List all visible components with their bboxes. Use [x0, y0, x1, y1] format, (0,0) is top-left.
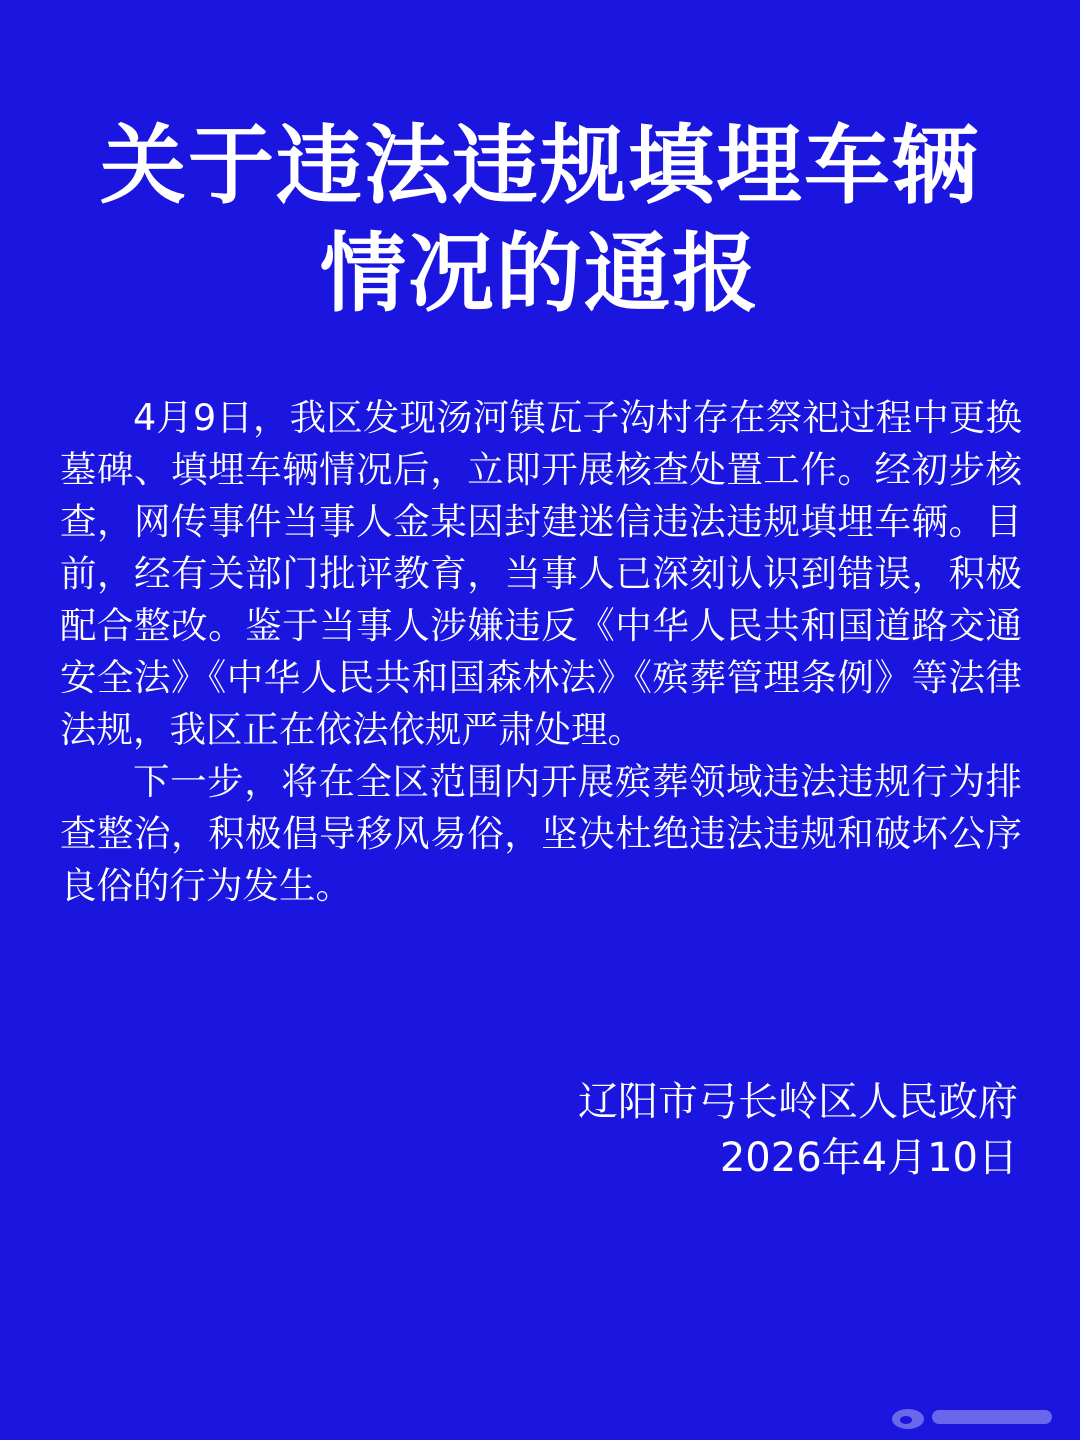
- weibo-watermark-icon: [886, 1402, 1066, 1432]
- notice-title: [0, 112, 1080, 328]
- notice-body: [60, 392, 1022, 912]
- title-line-2: 情况的通报: [320, 224, 760, 324]
- issuer-name: 辽阳市弓长岭区人民政府: [578, 1079, 1018, 1125]
- title-line-1: 关于违法违规填埋车辆: [100, 116, 980, 216]
- signature-block: [578, 1074, 1018, 1186]
- issue-date: 2026年4月10日: [719, 1135, 1018, 1181]
- body-paragraph-1: 4月9日，我区发现汤河镇瓦子沟村存在祭祀过程中更换墓碑、填埋车辆情况后，立即开展核查处置工作。经初步核查，网传事件当事人金某因封建迷信违法违规填埋车辆。目前，经有关部门批评教育，当事人已深刻认识到错误，积极配合整改。鉴于当事人涉嫌违反《中华人民共和国道路交通安全法》《中华人民共和国森林法》《殡葬管理条例》等法律法规，我区正在依法依规严肃处理。: [60, 396, 1022, 751]
- body-paragraph-2: 下一步，将在全区范围内开展殡葬领域违法违规行为排查整治，积极倡导移风易俗，坚决杜绝违法违规和破坏公序良俗的行为发生。: [60, 760, 1022, 907]
